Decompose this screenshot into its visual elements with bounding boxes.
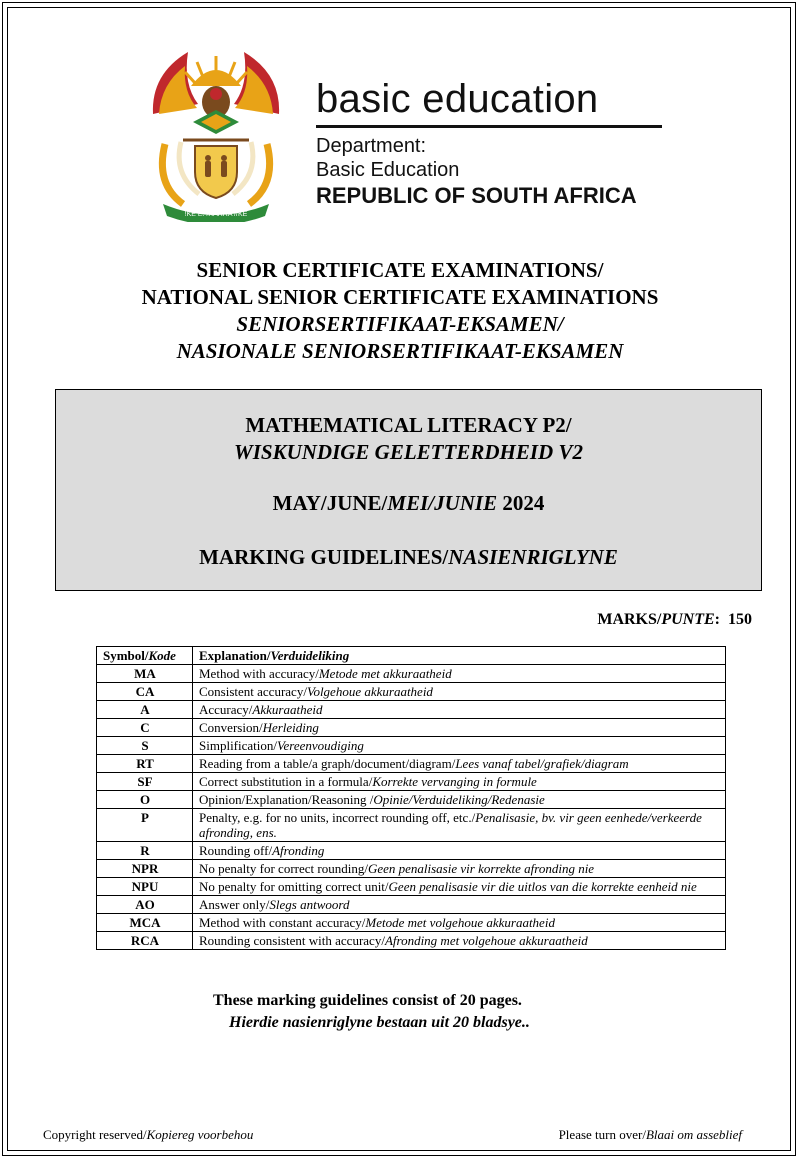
row-explanation-en: Answer only/ bbox=[199, 897, 270, 912]
table-row bbox=[97, 719, 726, 737]
coat-of-arms-logo bbox=[143, 44, 289, 222]
heading-line-2: NATIONAL SENIOR CERTIFICATE EXAMINATIONS bbox=[141, 285, 659, 309]
footer-turn-over bbox=[559, 1127, 742, 1143]
marks-value: 150 bbox=[728, 611, 752, 628]
row-explanation-af: Akkuraatheid bbox=[252, 702, 323, 717]
row-explanation-af: Afronding met volgehoue akkuraatheid bbox=[384, 933, 588, 948]
heading-line-1: SENIOR CERTIFICATE EXAMINATIONS/ bbox=[196, 258, 604, 282]
copyright-en: Copyright reserved/ bbox=[43, 1127, 147, 1142]
heading-line-4: NASIONALE SENIORSERTIFIKAAT-EKSAMEN bbox=[176, 339, 624, 363]
row-explanation-af: Lees vanaf tabel/grafiek/diagram bbox=[455, 756, 629, 771]
row-explanation bbox=[193, 737, 726, 755]
row-explanation-af: Geen penalisasie vir die uitlos van die korrekte eenheid nie bbox=[388, 879, 697, 894]
brand-department: Department: bbox=[316, 135, 427, 157]
row-explanation-en: No penalty for correct rounding/ bbox=[199, 861, 368, 876]
subject-title-af: WISKUNDIGE GELETTERDHEID V2 bbox=[234, 440, 583, 464]
turn-over-af: Blaai om asseblief bbox=[645, 1127, 742, 1142]
header-explanation bbox=[193, 647, 726, 665]
row-explanation-en: Conversion/ bbox=[199, 720, 263, 735]
row-explanation-af: Vereenvoudiging bbox=[277, 738, 364, 753]
copyright-af: Kopiereg voorbehou bbox=[146, 1127, 254, 1142]
row-explanation-af: Slegs antwoord bbox=[269, 897, 350, 912]
row-explanation-en: No penalty for omitting correct unit/ bbox=[199, 879, 389, 894]
row-symbol: O bbox=[97, 791, 193, 809]
table-row bbox=[97, 665, 726, 683]
row-explanation bbox=[193, 878, 726, 896]
row-symbol: C bbox=[97, 719, 193, 737]
session-af: MEI/JUNIE bbox=[387, 491, 498, 515]
row-explanation-af: Herleiding bbox=[262, 720, 319, 735]
subject-box bbox=[55, 389, 762, 591]
row-symbol: NPU bbox=[97, 878, 193, 896]
row-explanation-en: Consistent accuracy/ bbox=[199, 684, 307, 699]
subject-title: MATHEMATICAL LITERACY P2/ bbox=[245, 413, 572, 437]
row-explanation-en: Rounding off/ bbox=[199, 843, 273, 858]
department-brand bbox=[316, 76, 666, 209]
row-explanation-en: Reading from a table/a graph/document/diagram/ bbox=[199, 756, 456, 771]
table-row bbox=[97, 755, 726, 773]
table-row bbox=[97, 791, 726, 809]
row-symbol: CA bbox=[97, 683, 193, 701]
exam-session bbox=[56, 490, 761, 517]
row-symbol: MCA bbox=[97, 914, 193, 932]
marks-label-af: PUNTE bbox=[661, 611, 715, 628]
table-row bbox=[97, 878, 726, 896]
doc-type-af: NASIENRIGLYNE bbox=[448, 545, 618, 569]
row-explanation bbox=[193, 791, 726, 809]
header-explanation-en: Explanation/ bbox=[199, 648, 271, 663]
table-row bbox=[97, 860, 726, 878]
row-explanation-en: Method with accuracy/ bbox=[199, 666, 319, 681]
row-symbol: RT bbox=[97, 755, 193, 773]
header-symbol-af: Kode bbox=[148, 648, 176, 663]
row-explanation bbox=[193, 896, 726, 914]
table-row bbox=[97, 896, 726, 914]
row-explanation-en: Rounding consistent with accuracy/ bbox=[199, 933, 385, 948]
brand-republic: REPUBLIC OF SOUTH AFRICA bbox=[316, 183, 637, 208]
doc-type-en: MARKING GUIDELINES/ bbox=[199, 545, 449, 569]
table-row bbox=[97, 683, 726, 701]
brand-divider bbox=[316, 125, 662, 128]
row-symbol: NPR bbox=[97, 860, 193, 878]
row-symbol: S bbox=[97, 737, 193, 755]
total-marks bbox=[597, 611, 752, 629]
row-explanation bbox=[193, 701, 726, 719]
row-explanation-en: Opinion/Explanation/Reasoning / bbox=[199, 792, 374, 807]
row-symbol: SF bbox=[97, 773, 193, 791]
row-symbol: R bbox=[97, 842, 193, 860]
session-year: 2024 bbox=[497, 491, 545, 515]
footer-copyright bbox=[43, 1127, 253, 1143]
row-explanation bbox=[193, 665, 726, 683]
row-explanation-en: Accuracy/ bbox=[199, 702, 253, 717]
table-row bbox=[97, 914, 726, 932]
brand-title: basic education bbox=[316, 77, 599, 121]
session-en: MAY/JUNE/ bbox=[272, 491, 388, 515]
table-header-row bbox=[97, 647, 726, 665]
table-row bbox=[97, 932, 726, 950]
header-explanation-af: Verduideliking bbox=[270, 648, 350, 663]
document-type bbox=[56, 544, 761, 571]
row-explanation-af: Penalisasie, bv. vir geen eenhede/verkeerde afronding, ens. bbox=[199, 810, 702, 840]
row-explanation bbox=[193, 755, 726, 773]
row-symbol: AO bbox=[97, 896, 193, 914]
row-symbol: A bbox=[97, 701, 193, 719]
row-explanation-en: Correct substitution in a formula/ bbox=[199, 774, 373, 789]
row-explanation-en: Simplification/ bbox=[199, 738, 277, 753]
row-explanation-af: Afronding bbox=[272, 843, 325, 858]
table-row bbox=[97, 701, 726, 719]
turn-over-en: Please turn over/ bbox=[558, 1127, 646, 1142]
page-count-en: These marking guidelines consist of 20 pages. bbox=[213, 992, 522, 1009]
row-explanation-en: Penalty, e.g. for no units, incorrect rounding off, etc./ bbox=[199, 810, 476, 825]
row-explanation bbox=[193, 860, 726, 878]
row-explanation bbox=[193, 773, 726, 791]
row-explanation bbox=[193, 809, 726, 842]
exam-heading bbox=[0, 257, 800, 365]
heading-line-3: SENIORSERTIFIKAAT-EKSAMEN/ bbox=[236, 312, 564, 336]
motto-text: !KE E: /XARRA //KE bbox=[184, 211, 248, 218]
row-explanation-en: Method with constant accuracy/ bbox=[199, 915, 366, 930]
row-explanation-af: Korrekte vervanging in formule bbox=[372, 774, 537, 789]
row-symbol: MA bbox=[97, 665, 193, 683]
page-count-af: Hierdie nasienriglyne bestaan uit 20 bladsye.. bbox=[229, 1014, 530, 1031]
row-symbol: RCA bbox=[97, 932, 193, 950]
row-explanation-af: Metode met akkuraatheid bbox=[318, 666, 452, 681]
header-symbol-en: Symbol/ bbox=[103, 648, 149, 663]
row-explanation bbox=[193, 683, 726, 701]
row-explanation bbox=[193, 914, 726, 932]
header-symbol bbox=[97, 647, 193, 665]
table-row bbox=[97, 809, 726, 842]
marking-codes-table bbox=[96, 646, 726, 950]
row-explanation bbox=[193, 842, 726, 860]
marks-label: MARKS/ bbox=[597, 611, 662, 628]
row-explanation bbox=[193, 719, 726, 737]
marks-sep: : bbox=[714, 611, 728, 628]
table-row bbox=[97, 737, 726, 755]
row-explanation-af: Volgehoue akkuraatheid bbox=[306, 684, 433, 699]
row-symbol: P bbox=[97, 809, 193, 842]
row-explanation-af: Metode met volgehoue akkuraatheid bbox=[365, 915, 555, 930]
table-row bbox=[97, 842, 726, 860]
brand-basic-education: Basic Education bbox=[316, 159, 460, 181]
table-row bbox=[97, 773, 726, 791]
row-explanation-af: Geen penalisasie vir korrekte afronding nie bbox=[367, 861, 595, 876]
row-explanation bbox=[193, 932, 726, 950]
row-explanation-af: Opinie/Verduideliking/Redenasie bbox=[373, 792, 545, 807]
